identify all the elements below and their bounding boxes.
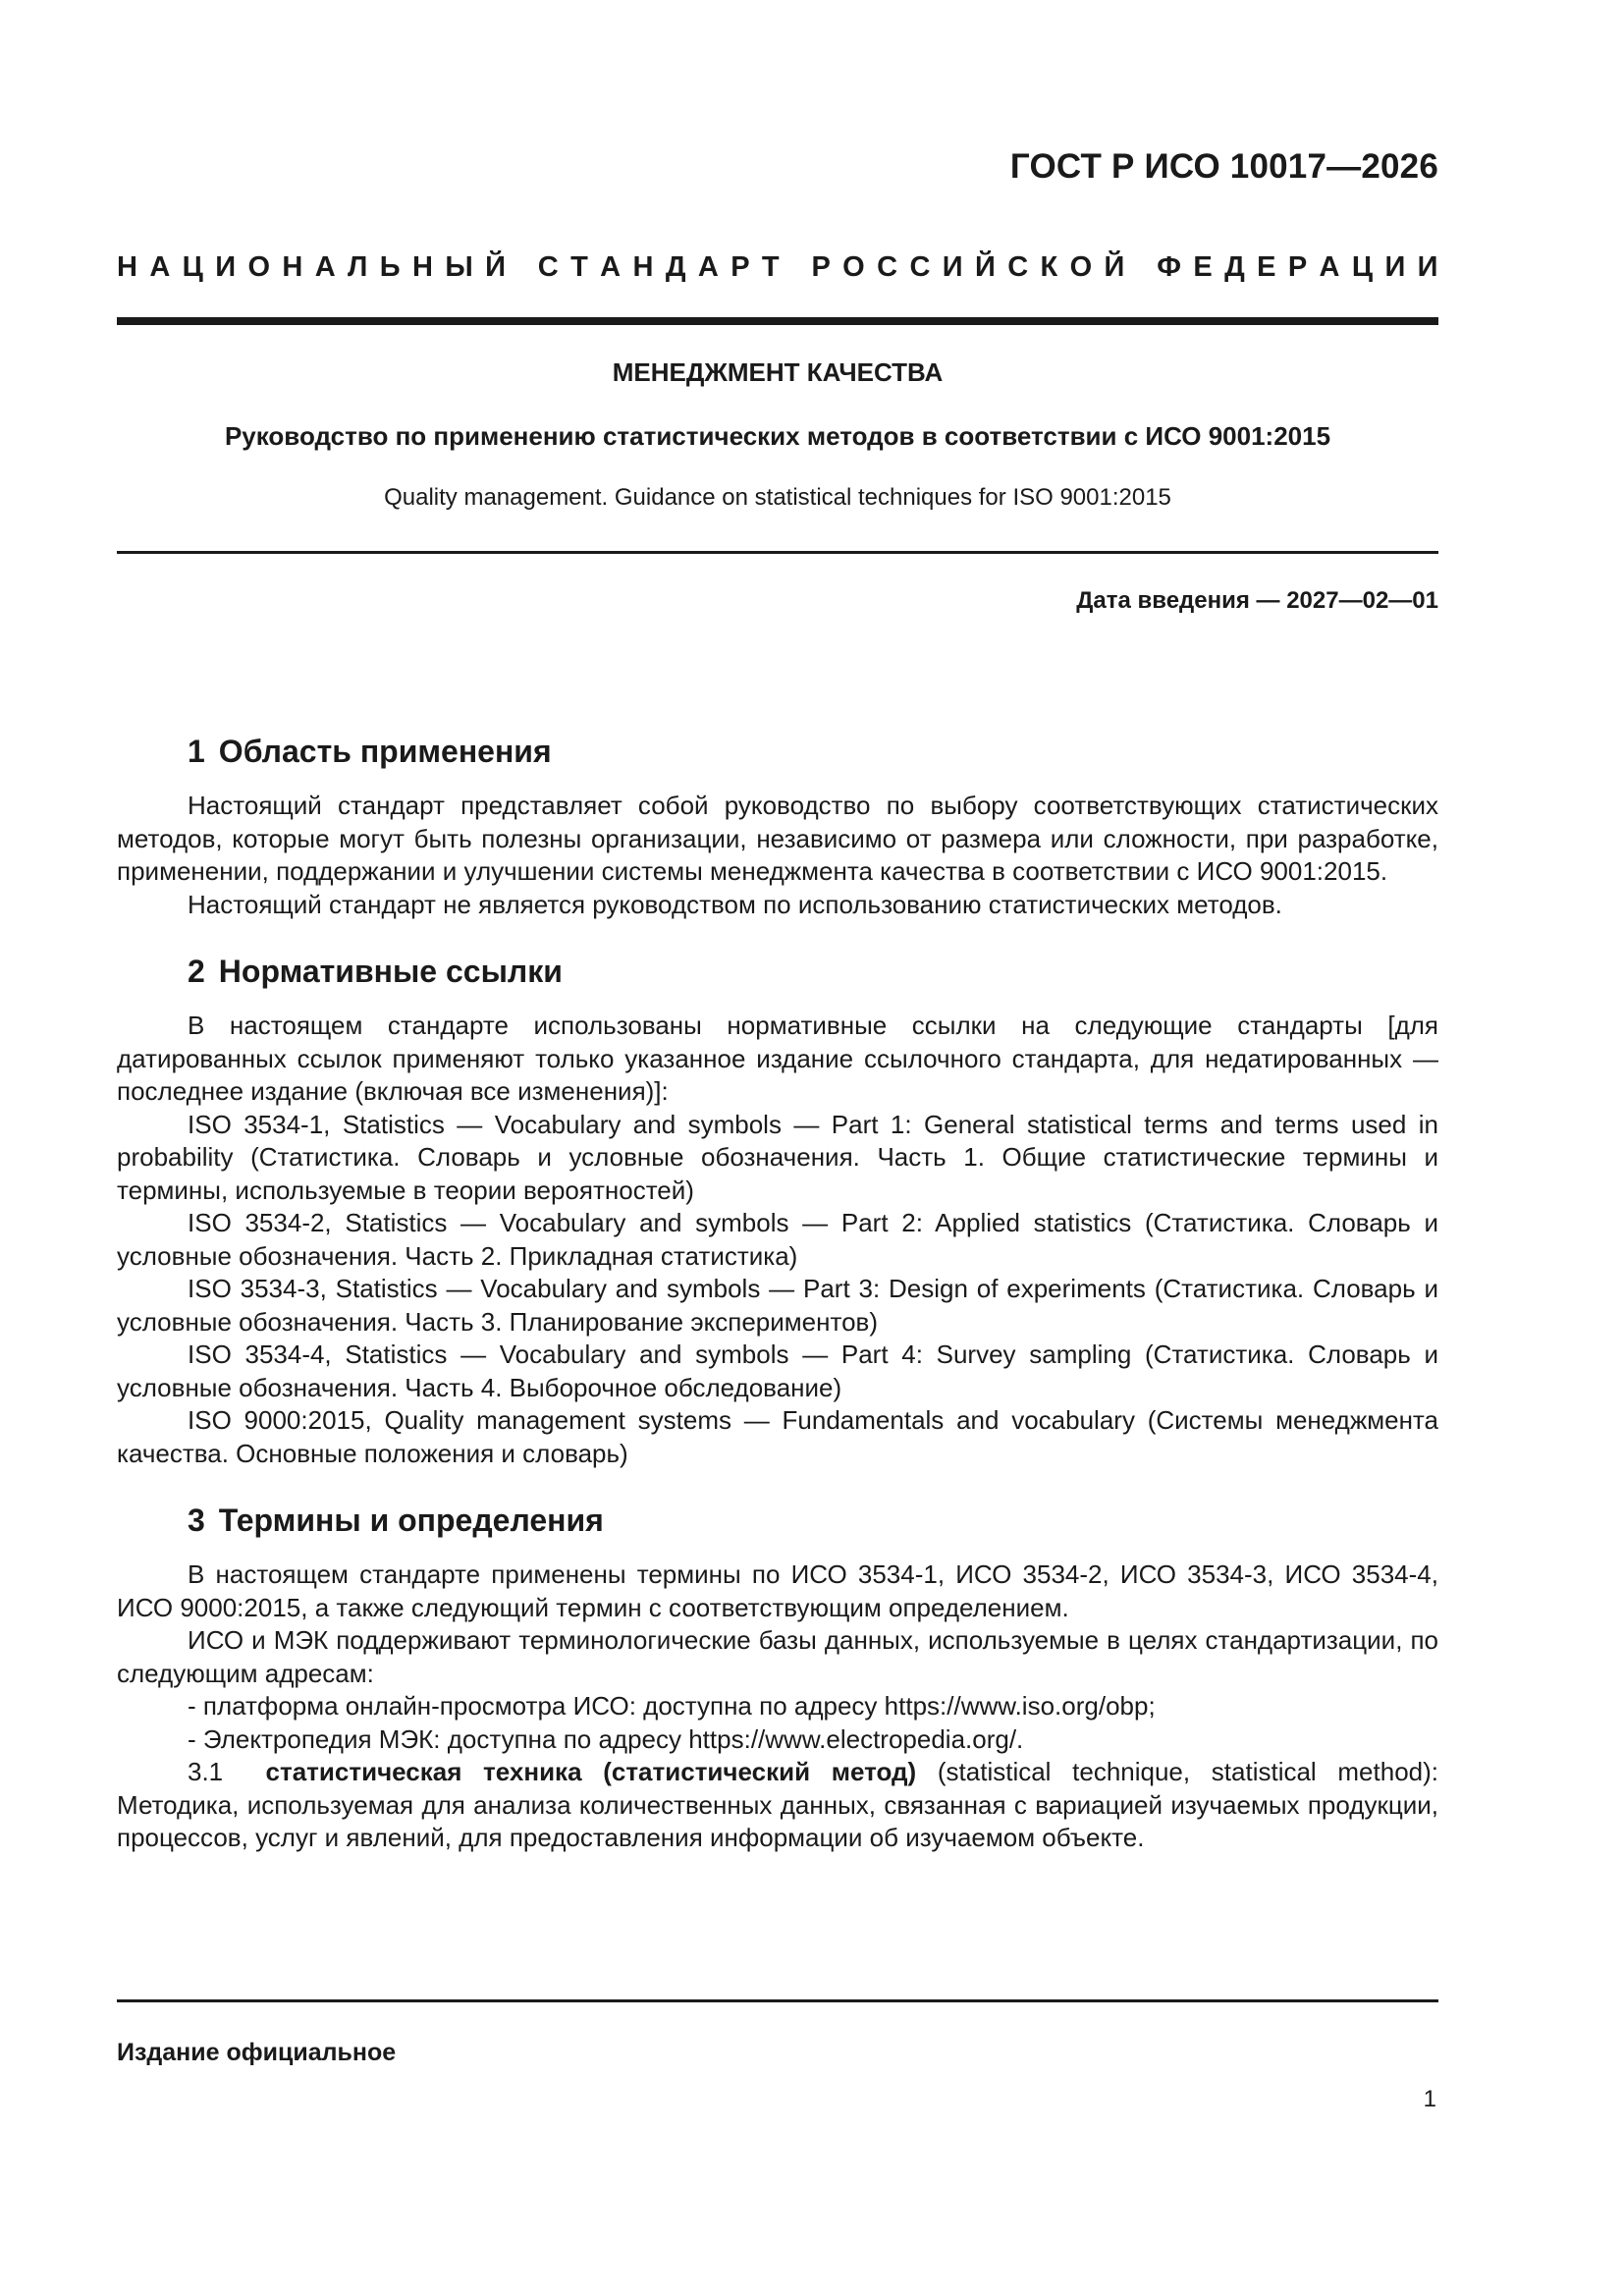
section-heading: 2 Нормативные ссылки bbox=[188, 954, 563, 989]
reference-item: ISO 3534-2, Statistics — Vocabulary and symbols — Part 2: Applied statistics (Статистика. Словарь и условные обозначения. Часть 2. Прикладная статистика) bbox=[117, 1208, 1438, 1271]
term-definition-text: (statistical technique, statistical method): Методика, используемая для анализа количественных данных, связанная с вариацией изучаемых продукции, процессов, услуг и явлений, для предоставления информации об изучаемом объекте. bbox=[117, 1757, 1438, 1852]
standard-subtitle: Руководство по применению статистических методов в соответствии с ИСО 9001:2015 bbox=[224, 421, 1331, 451]
section-terms-definitions bbox=[117, 1500, 1438, 1855]
heading-letter: Е bbox=[1257, 251, 1276, 283]
section-heading: 3 Термины и определения bbox=[188, 1503, 604, 1538]
heading-letter: Ь bbox=[379, 251, 401, 283]
paragraph: ИСО и МЭК поддерживают терминологические базы данных, используемые в целях стандартизации, по следующим адресам: bbox=[117, 1625, 1438, 1688]
section-heading: 1 Область применения bbox=[188, 734, 552, 769]
heading-letter: Д bbox=[1224, 251, 1245, 283]
document-body bbox=[117, 731, 1438, 1885]
heading-letter: О bbox=[247, 251, 270, 283]
heading-letter: Н bbox=[411, 251, 433, 283]
heading-letter: С bbox=[537, 251, 559, 283]
heading-letter: И bbox=[1384, 251, 1406, 283]
heading-letter: И bbox=[1417, 251, 1438, 283]
heading-letter: Н bbox=[117, 251, 137, 283]
heading-letter bbox=[791, 251, 799, 284]
heading-letter: Ф bbox=[1157, 251, 1181, 283]
introduction-date: Дата введения — 2027—02—01 bbox=[1076, 587, 1438, 614]
heading-letter: Й bbox=[485, 251, 506, 283]
heading-letter: Ц bbox=[1351, 251, 1374, 283]
heading-letter bbox=[517, 251, 525, 284]
list-item: - Электропедия МЭК: доступна по адресу https://www.electropedia.org/. bbox=[188, 1723, 1024, 1754]
heading-letter: Е bbox=[1193, 251, 1213, 283]
heading-letter: А bbox=[149, 251, 171, 283]
heading-letter: О bbox=[1069, 251, 1093, 283]
heading-letter: Р bbox=[730, 251, 750, 283]
heading-letter: С bbox=[1007, 251, 1029, 283]
heading-letter: Л bbox=[348, 251, 368, 283]
heading-divider-thick bbox=[117, 317, 1438, 325]
reference-item: ISO 3534-3, Statistics — Vocabulary and symbols — Part 3: Design of experiments (Статистика. Словарь и условные обозначения. Часть 3. Планирование экспериментов) bbox=[117, 1274, 1438, 1337]
heading-letter: Й bbox=[1104, 251, 1125, 283]
heading-letter: А bbox=[1319, 251, 1340, 283]
heading-letter: С bbox=[877, 251, 898, 283]
document-number: ГОСТ Р ИСО 10017—2026 bbox=[1009, 147, 1438, 186]
paragraph: Настоящий стандарт не является руководством по использованию статистических методов. bbox=[188, 889, 1282, 919]
heading-letter bbox=[1137, 251, 1145, 284]
heading-letter: Ы bbox=[445, 251, 473, 283]
standard-title: МЕНЕДЖМЕНТ КАЧЕСТВА bbox=[612, 357, 944, 387]
heading-letter: О bbox=[842, 251, 865, 283]
heading-letter: А bbox=[314, 251, 336, 283]
heading-letter: Р bbox=[1287, 251, 1308, 283]
heading-letter: Д bbox=[665, 251, 686, 283]
section-normative-references bbox=[117, 951, 1438, 1470]
paragraph: Настоящий стандарт представляет собой руководство по выбору соответствующих статистических методов, которые могут быть полезны организации, независимо от размера или сложности, при разработке, применении, поддержании и улучшении системы менеджмента качества в соответствии с ИСО 9001:2015. bbox=[117, 791, 1438, 886]
title-divider bbox=[117, 551, 1438, 554]
heading-letter: И bbox=[215, 251, 237, 283]
term-name: статистическая техника (статистический метод) bbox=[265, 1757, 917, 1786]
heading-letter: А bbox=[697, 251, 719, 283]
term-definition bbox=[117, 1756, 1438, 1855]
heading-letter: Т bbox=[570, 251, 588, 283]
heading-letter: Р bbox=[811, 251, 831, 283]
section-scope bbox=[117, 731, 1438, 921]
national-standard-heading bbox=[117, 251, 1438, 284]
footer-divider bbox=[117, 1999, 1438, 2002]
heading-letter: Ц bbox=[182, 251, 203, 283]
paragraph: В настоящем стандарте применены термины по ИСО 3534-1, ИСО 3534-2, ИСО 3534-3, ИСО 3534-4, ИСО 9000:2015, а также следующий термин с соответствующим определением. bbox=[117, 1559, 1438, 1622]
reference-item: ISO 9000:2015, Quality management systems — Fundamentals and vocabulary (Системы менеджмента качества. Основные положения и словарь) bbox=[117, 1405, 1438, 1468]
heading-letter: Й bbox=[974, 251, 996, 283]
heading-letter: А bbox=[600, 251, 622, 283]
heading-letter: И bbox=[942, 251, 963, 283]
heading-letter: Т bbox=[761, 251, 780, 283]
heading-letter: К bbox=[1040, 251, 1058, 283]
standard-title-english: Quality management. Guidance on statistical techniques for ISO 9001:2015 bbox=[384, 484, 1171, 511]
heading-letter: Н bbox=[632, 251, 654, 283]
heading-letter: С bbox=[909, 251, 931, 283]
reference-item: ISO 3534-4, Statistics — Vocabulary and symbols — Part 4: Survey sampling (Статистика. Словарь и условные обозначения. Часть 4. Выборочное обследование) bbox=[117, 1339, 1438, 1402]
reference-item: ISO 3534-1, Statistics — Vocabulary and symbols — Part 1: General statistical terms and terms used in probability (Статистика. Словарь и условные обозначения. Часть 1. Общие статистические термины и термины, используемые в теории вероятностей) bbox=[117, 1109, 1438, 1205]
term-number: 3.1 bbox=[188, 1757, 224, 1786]
list-item: - платформа онлайн-просмотра ИСО: доступна по адресу https://www.iso.org/obp; bbox=[188, 1691, 1156, 1721]
paragraph: В настоящем стандарте использованы нормативные ссылки на следующие стандарты [для датированных ссылок применяют только указанное издание ссылочного стандарта, для недатированных — последнее издание (включая все изменения)]: bbox=[117, 1011, 1438, 1106]
page-number: 1 bbox=[1423, 2086, 1436, 2112]
heading-letter: Н bbox=[282, 251, 303, 283]
official-edition-label: Издание официальное bbox=[117, 2039, 397, 2066]
